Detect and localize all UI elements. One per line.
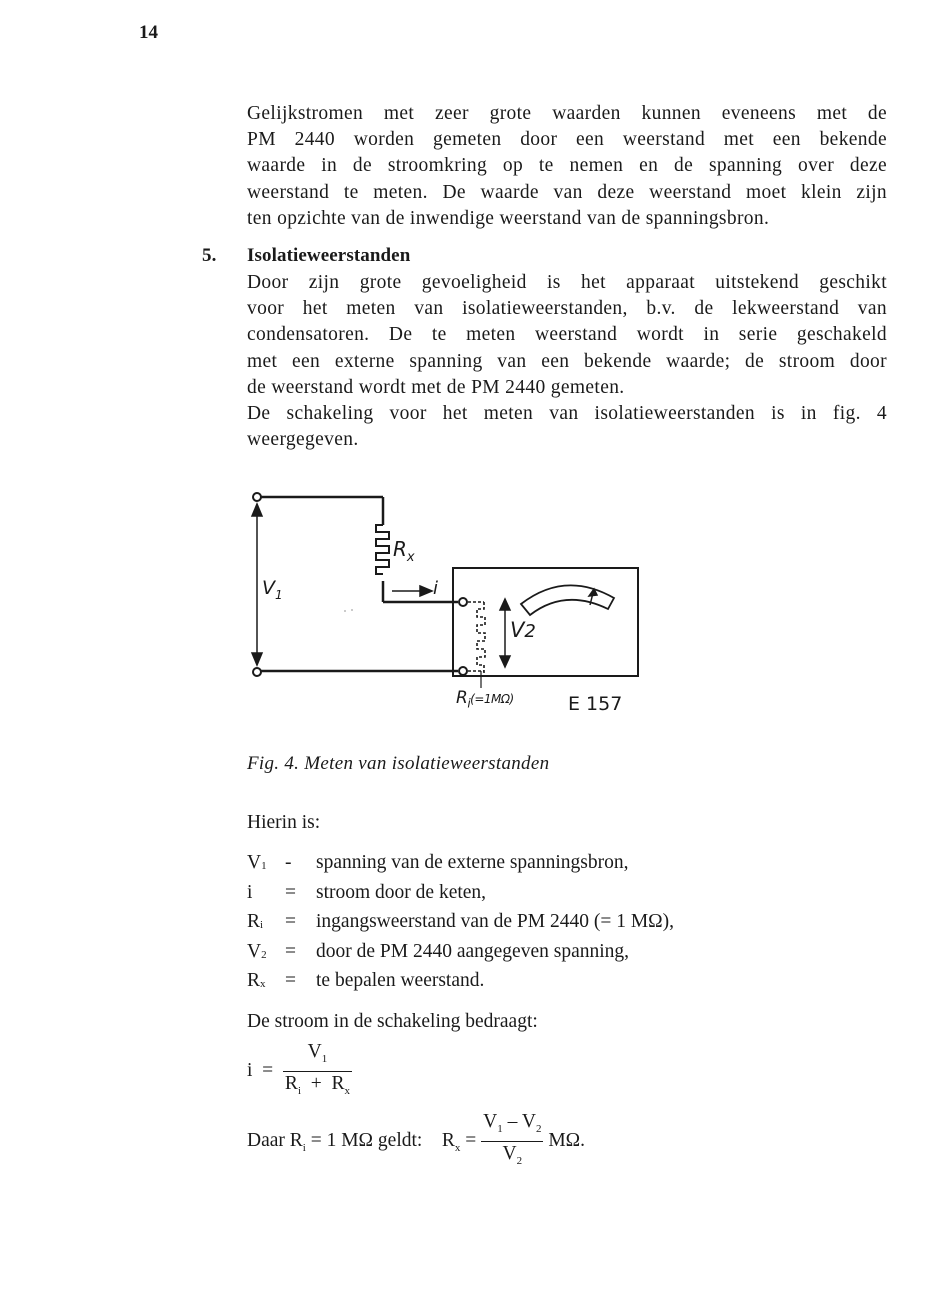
terminal-top-left	[253, 493, 261, 501]
terminal-bottom-left	[253, 668, 261, 676]
text-line: PM 2440 worden gemeten door een weerstand met een bekende	[247, 129, 887, 151]
definition-equals: -	[285, 852, 292, 873]
definition-equals: =	[285, 911, 296, 932]
formula-lhs: i	[247, 1059, 253, 1081]
definition-symbol: $V_2$	[247, 940, 267, 962]
label-rx: $R_x$	[393, 537, 415, 565]
text-line: Door zijn grote gevoeligheid is het apparaat uitstekend geschikt	[247, 272, 887, 293]
page-number: 14	[139, 22, 158, 43]
text-line: de weerstand wordt met de PM 2440 gemeten.	[247, 376, 625, 398]
fraction	[283, 1040, 352, 1103]
meter-scale-arc	[521, 585, 614, 615]
current-arrow-head	[420, 586, 432, 596]
figure-caption: Fig. 4. Meten van isolatieweerstanden	[247, 753, 550, 774]
internal-resistor-ri	[477, 602, 485, 673]
label-v2: V2	[510, 618, 536, 642]
definition-row	[247, 909, 674, 939]
terminal-meter-bottom	[459, 667, 467, 675]
definition-text: door de PM 2440 aangegeven spanning,	[316, 940, 630, 962]
definitions-list	[247, 850, 674, 998]
fraction-numerator: $V_1$	[307, 1041, 328, 1065]
formula-rx-lhs: $R_x$	[441, 1129, 461, 1154]
definitions-intro: Hierin is:	[247, 812, 321, 833]
formula-equals: =	[465, 1129, 477, 1151]
text-line: weerstand te meten. De waarde van deze weerstand moet klein zijn	[247, 181, 887, 203]
section-number: 5.	[202, 245, 217, 266]
definition-row	[247, 939, 674, 969]
formula-unit: MΩ.	[548, 1129, 586, 1151]
fraction-numerator: $V_1 - V_2$	[483, 1111, 542, 1135]
text-line: met een externe spanning van een bekende waarde; de stroom door	[247, 350, 887, 372]
definition-text: te bepalen weerstand.	[316, 970, 485, 991]
paragraph-isolation	[247, 270, 887, 401]
text-line: weergegeven.	[247, 429, 359, 451]
definition-equals: =	[285, 970, 296, 991]
v2-arrow-head-down	[500, 656, 510, 667]
paragraph-dc-currents	[247, 101, 887, 232]
fraction-denominator: $R_i + R_x$	[284, 1072, 351, 1097]
figure-code: E 157	[568, 693, 623, 715]
section-title: Isolatieweerstanden	[247, 245, 411, 266]
definition-symbol: i	[247, 881, 253, 903]
definition-row	[247, 880, 674, 910]
text-line: Gelijkstromen met zeer grote waarden kunnen eveneens met de	[247, 103, 887, 124]
definition-equals: =	[285, 940, 296, 962]
meter-box	[453, 568, 638, 676]
definition-symbol: $R_x$	[247, 970, 266, 991]
text-line: voor het meten van isolatieweerstanden, b.v. de lekweerstand van	[247, 298, 887, 320]
definition-text: spanning van de externe spanningsbron,	[316, 852, 629, 873]
formula-prefix: Daar $R_i = 1$ MΩ geldt:	[247, 1129, 423, 1154]
definition-equals: =	[285, 881, 296, 903]
v2-arrow-head-up	[500, 599, 510, 610]
label-v1: $V_1$	[262, 577, 283, 602]
v1-arrow-head-up	[252, 504, 262, 516]
v1-arrow-head-down	[252, 653, 262, 665]
text-line: ten opzichte van de inwendige weerstand van de spanningsbron.	[247, 207, 770, 229]
text-line: waarde in de stroomkring op te nemen en de spanning over deze	[247, 155, 887, 177]
definition-row	[247, 968, 674, 998]
formula-current	[247, 1040, 352, 1103]
label-current: i	[433, 578, 439, 599]
definition-text: ingangsweerstand van de PM 2440 (= 1 MΩ),	[316, 911, 675, 932]
definition-text: stroom door de keten,	[316, 881, 487, 903]
current-statement: De stroom in de schakeling bedraagt:	[247, 1011, 538, 1032]
paragraph-figure-reference	[247, 401, 887, 453]
text-line: De schakeling voor het meten van isolatieweerstanden is in fig. 4	[247, 403, 887, 424]
text-line: condensatoren. De te meten weerstand wordt in serie geschakeld	[247, 324, 887, 346]
terminal-meter-top	[459, 598, 467, 606]
definition-symbol: $V_1$	[247, 852, 267, 873]
formula-equals: =	[262, 1059, 274, 1081]
section-heading	[202, 245, 410, 267]
fraction	[481, 1110, 543, 1173]
resistor-rx	[376, 525, 389, 574]
formula-rx	[247, 1110, 585, 1173]
fraction-denominator: $V_2$	[502, 1142, 523, 1167]
definition-row	[247, 850, 674, 880]
definition-symbol: $R_i$	[247, 911, 264, 932]
label-ri: $R_i(=1M\Omega)$	[456, 688, 514, 711]
circuit-diagram	[240, 485, 650, 730]
